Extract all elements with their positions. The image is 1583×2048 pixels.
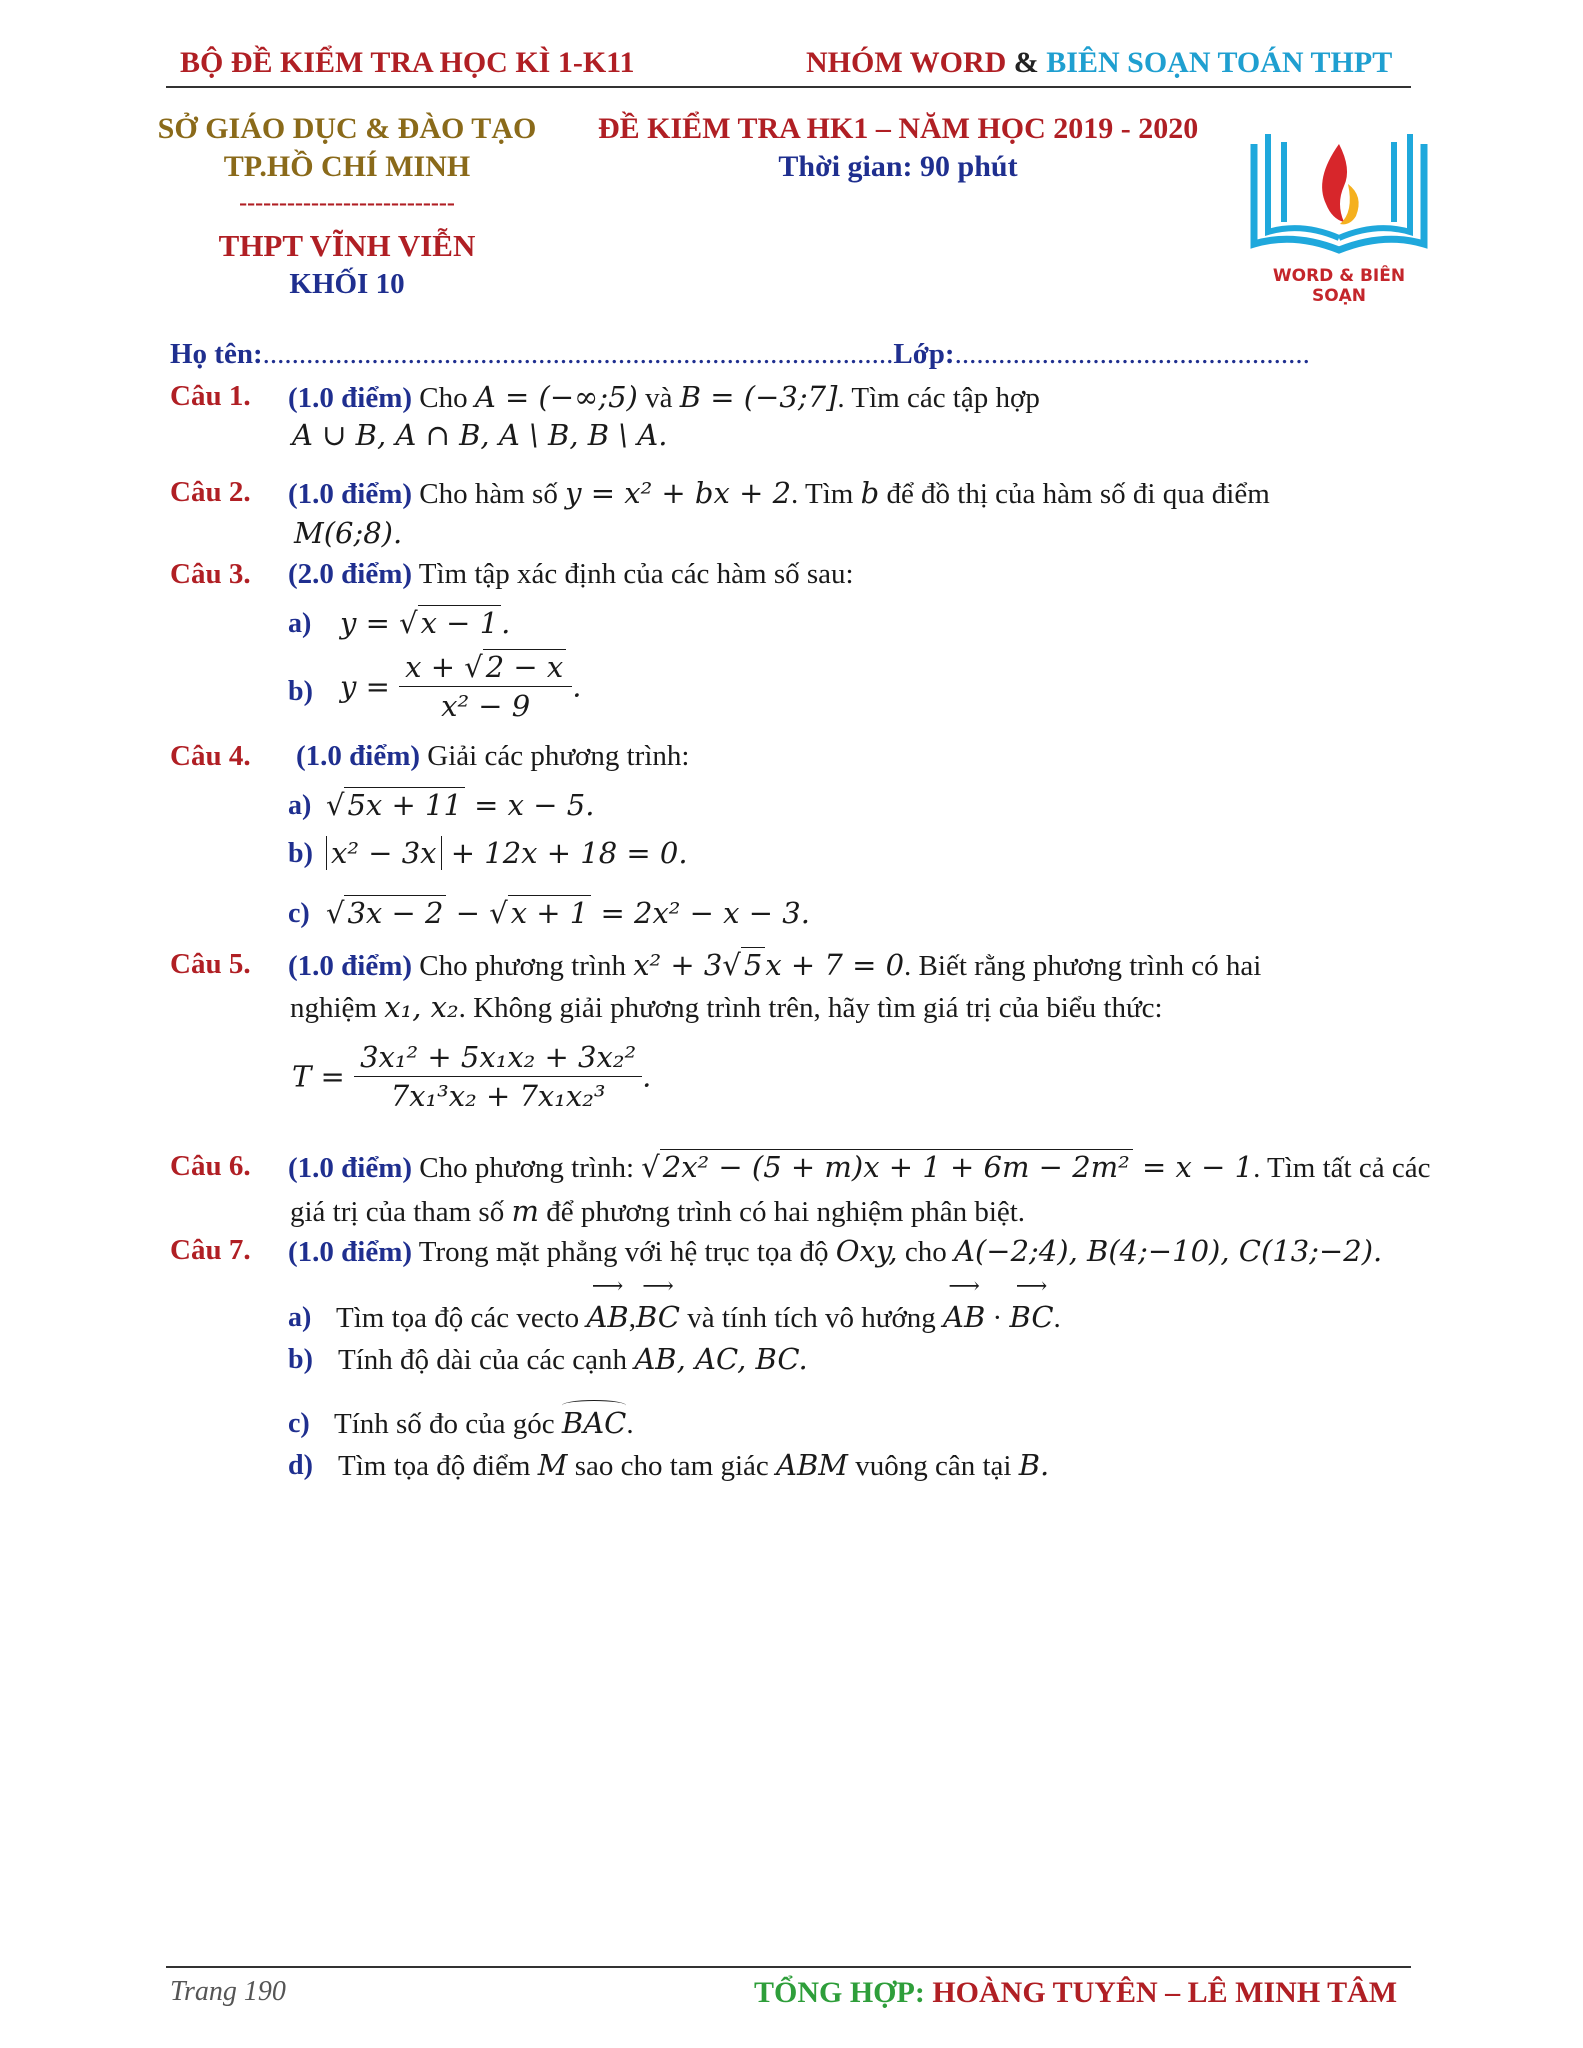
q4c-rest: = 2x² − x − 3. (600, 896, 810, 930)
q3b-num-rad: 2 − x (483, 649, 567, 684)
q4c-mid: − (455, 896, 481, 930)
q6-m2: m (511, 1194, 539, 1228)
q7b-m1: AB, AC, BC. (634, 1342, 808, 1376)
q7d-t1: Tìm tọa độ điểm (338, 1450, 531, 1482)
q7c-label: c) (288, 1408, 310, 1439)
q4c-expr: √ 3x − 2 − √ x + 1 = 2x² − x − 3. (326, 896, 810, 930)
q3a-rad: x − 1 (418, 605, 502, 640)
exam-time: Thời gian: 90 phút (778, 150, 1018, 183)
q7a-end: . (1053, 1302, 1061, 1334)
q4b-expr (326, 836, 688, 870)
q5-m1-rad: 5 (741, 947, 765, 982)
q4c-rad2: x + 1 (508, 895, 592, 930)
q5-T-lhs: T = (292, 1059, 345, 1094)
q4a-label: a) (288, 790, 312, 821)
school-name: THPT VĨNH VIỄN (218, 228, 476, 263)
q7d-label: d) (288, 1450, 313, 1481)
class-label: Lớp: (893, 338, 955, 370)
q4c-rad1: 3x − 2 (344, 895, 446, 930)
q5-m2: x₁, x₂ (384, 990, 459, 1024)
q3b-num: x + √ 2 − x (399, 650, 572, 687)
q7-m1: Oxy, (835, 1234, 898, 1268)
footer-divider (166, 1966, 1411, 1968)
q2-line1 (288, 476, 1270, 511)
q3b-end: . (572, 669, 582, 704)
q5-m1-end: x + 7 = 0 (765, 948, 905, 982)
q7a-label: a) (288, 1302, 312, 1333)
footer-page: Trang 190 (170, 1976, 286, 2007)
header-right-b: BIÊN SOẠN TOÁN THPT (1046, 46, 1393, 79)
q5-points: (1.0 điểm) (288, 950, 413, 982)
q5-m1: x² + 3√ 5 x + 7 = 0 (633, 948, 905, 982)
q7d-m3: B. (1018, 1448, 1050, 1482)
q3-line1 (288, 558, 854, 591)
q7a-v1: ⟶ AB (586, 1300, 628, 1334)
q7a-t2: và tính tích vô hướng (687, 1302, 936, 1334)
q2-label: Câu 2. (170, 476, 251, 508)
q4b-abs (326, 836, 442, 870)
q6-line1 (288, 1150, 1430, 1185)
q1-t1: Cho (419, 382, 468, 414)
q7d-t2: sao cho tam giác (574, 1450, 769, 1482)
q7c-line (334, 1406, 634, 1441)
q4b-abs-inner: x² − 3x (331, 836, 437, 870)
q7c-angle: BAC (561, 1406, 627, 1440)
school-dept1: SỞ GIÁO DỤC & ĐÀO TẠO (157, 112, 537, 145)
q5-m1-a: x² + 3 (633, 948, 723, 982)
q5-label: Câu 5. (170, 948, 251, 980)
q7-t1: Trong mặt phẳng với hệ trục tọa độ (418, 1236, 829, 1268)
name-dots: ....................................................................................... (262, 338, 894, 370)
q5-line1 (288, 948, 1261, 983)
school-dashes: --------------------------- (239, 190, 455, 216)
q2-points: (1.0 điểm) (288, 478, 413, 510)
q4a-expr: √ 5x + 11 = x − 5. (326, 788, 595, 822)
name-label: Họ tên: (170, 338, 263, 370)
q3b-num-a: x + (405, 650, 455, 684)
q4a-rad: 5x + 11 (344, 787, 464, 822)
q6-line2 (290, 1194, 1025, 1229)
q1-t3: . Tìm các tập hợp (837, 382, 1040, 414)
q7d-m2: ABM (776, 1448, 848, 1482)
school-grade: KHỐI 10 (289, 268, 405, 300)
header-divider (166, 86, 1411, 88)
q7-line1 (288, 1234, 1382, 1269)
q1-points: (1.0 điểm) (288, 382, 413, 414)
q3b-den: x² − 9 (441, 689, 531, 723)
logo-text: WORD & BIÊN SOẠN (1272, 266, 1406, 306)
q3a-expr: y = √ x − 1 . (340, 606, 511, 640)
q2-m3: M(6;8). (294, 516, 403, 550)
school-dept2: TP.HỒ CHÍ MINH (223, 150, 471, 183)
q1-line1 (288, 380, 1040, 415)
header-right-a: NHÓM WORD (806, 46, 1007, 79)
q7d-t3: vuông cân tại (855, 1450, 1012, 1482)
q5-t3: nghiệm (290, 992, 377, 1024)
logo (1244, 124, 1434, 306)
q1-m1: A = (−∞;5) (474, 380, 638, 414)
q4b-rest: + 12x + 18 = 0. (450, 836, 688, 870)
q2-m2: b (860, 476, 880, 510)
book-flame-icon (1244, 124, 1434, 264)
q7a-v2: ⟶ BC (636, 1300, 680, 1334)
q6-t4: để phương trình có hai nghiệm phân biệt. (546, 1196, 1026, 1228)
q7b-label: b) (288, 1344, 313, 1375)
q6-rad: 2x² − (5 + m)x + 1 + 6m − 2m² (660, 1149, 1133, 1184)
q7a-comma: , (628, 1302, 636, 1334)
q7-points: (1.0 điểm) (288, 1236, 413, 1268)
exam-title: ĐỀ KIỂM TRA HK1 – NĂM HỌC 2019 - 2020 (598, 112, 1199, 145)
q2-t1: Cho hàm số (419, 478, 558, 510)
q5-line2 (290, 990, 1163, 1025)
q5-T-den: 7x₁³x₂ + 7x₁x₂³ (390, 1079, 606, 1113)
footer-right: HOÀNG TUYÊN – LÊ MINH TÂM (932, 1976, 1398, 2009)
q3-points: (2.0 điểm) (288, 558, 413, 590)
q1-m3: A ∪ B, A ∩ B, A \ B, B \ A. (292, 418, 668, 452)
q7a-line (336, 1300, 1061, 1335)
q7b-t1: Tính độ dài của các cạnh (338, 1344, 628, 1376)
q6-t2: . Tìm tất cả các (1253, 1152, 1431, 1184)
q2-m1: y = x² + bx + 2 (565, 476, 792, 510)
q6-points: (1.0 điểm) (288, 1152, 413, 1184)
q6-t1: Cho phương trình: (419, 1152, 635, 1184)
q5-T-frac (354, 1040, 642, 1113)
q6-m: √ 2x² − (5 + m)x + 1 + 6m − 2m² = x − 1 (641, 1150, 1254, 1184)
q6-t3: giá trị của tham số (290, 1196, 505, 1228)
q7c-end: . (626, 1408, 634, 1440)
q3b-frac (399, 650, 572, 723)
footer-left: TỔNG HỢP: (754, 1976, 925, 2009)
q7b-line (338, 1342, 808, 1377)
q5-T (292, 1040, 651, 1113)
q4-t1: Giải các phương trình: (427, 740, 690, 772)
q1-t2: và (645, 382, 673, 414)
q5-t1: Cho phương trình (419, 950, 626, 982)
q4-label: Câu 4. (170, 740, 251, 772)
q5-t2: . Biết rằng phương trình có hai (904, 950, 1262, 982)
header-right (806, 46, 1392, 80)
q4-points: (1.0 điểm) (296, 740, 421, 772)
q4-line1 (296, 740, 689, 773)
q2-t2: . Tìm (791, 478, 854, 510)
class-dots: ................................................. (954, 338, 1310, 370)
q7a-v3: ⟶ AB (943, 1300, 985, 1334)
student-line (170, 338, 1310, 371)
q1-label: Câu 1. (170, 380, 251, 412)
q4a-rest: = x − 5. (474, 788, 595, 822)
q5-t4: . Không giải phương trình trên, hãy tìm giá trị của biểu thức: (458, 992, 1163, 1024)
q7-t2: cho (904, 1236, 947, 1268)
header-left: BỘ ĐỀ KIỂM TRA HỌC KÌ 1-K11 (180, 46, 635, 79)
q5-T-end: . (642, 1059, 652, 1094)
q3b-expr (340, 650, 581, 723)
q6-label: Câu 6. (170, 1150, 251, 1182)
q3b-label: b) (288, 676, 313, 707)
q3b-m1: y = (340, 669, 390, 704)
q7d-m1: M (537, 1448, 568, 1482)
q3a-label: a) (288, 608, 312, 639)
q7c-t1: Tính số đo của góc (334, 1408, 555, 1440)
q7d-line (338, 1448, 1049, 1483)
q7a-v4: ⟶ BC (1009, 1300, 1053, 1334)
q7-label: Câu 7. (170, 1234, 251, 1266)
footer-credits (754, 1976, 1397, 2010)
q4b-label: b) (288, 838, 313, 869)
q7a-dot: · (985, 1302, 1010, 1334)
q1-m2: B = (−3;7] (679, 380, 838, 414)
q7a-t1: Tìm tọa độ các vecto (336, 1302, 580, 1334)
q3a-m1: y = (340, 606, 390, 640)
q2-t3: để đồ thị của hàm số đi qua điểm (886, 478, 1270, 510)
header-right-amp: & (1013, 46, 1039, 79)
q3-label: Câu 3. (170, 558, 251, 590)
q3a-end: . (501, 606, 511, 640)
q5-T-num: 3x₁² + 5x₁x₂ + 3x₂² (354, 1040, 642, 1077)
q4c-label: c) (288, 898, 310, 929)
q6-rest: = x − 1 (1142, 1150, 1254, 1184)
q7-m2: A(−2;4), B(4;−10), C(13;−2). (954, 1234, 1383, 1268)
q3-t1: Tìm tập xác định của các hàm số sau: (418, 558, 854, 590)
